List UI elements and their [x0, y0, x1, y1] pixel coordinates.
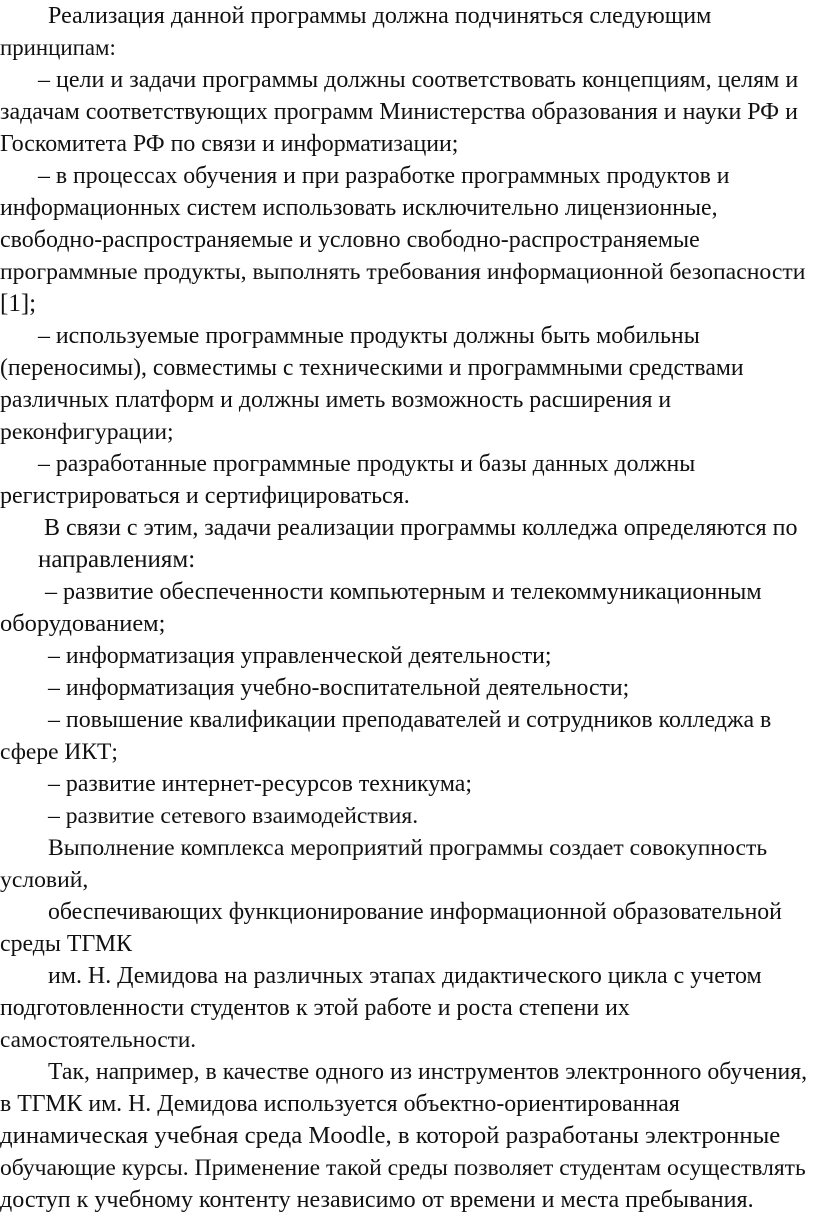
text-line: – развитие сетевого взаимодействия.: [48, 803, 419, 829]
text-line: Так, например, в качестве одного из инструментов электронного обучения,: [48, 1059, 808, 1085]
text-line: – разработанные программные продукты и базы данных должны: [38, 451, 696, 477]
text-line: В связи с этим, задачи реализации программы колледжа определяются по: [44, 515, 798, 541]
text-line: оборудованием;: [0, 610, 166, 637]
text-line: – цели и задачи программы должны соответствовать концепциям, целям и: [38, 67, 799, 93]
text-line: регистрироваться и сертифицироваться.: [0, 483, 410, 509]
text-line: обучающие курсы. Применение такой среды позволяет студентам осуществлять: [0, 1155, 806, 1181]
text-line: им. Н. Демидова на различных этапах дидактического цикла с учетом: [48, 963, 762, 989]
text-line: в ТГМК им. Н. Демидова используется объектно-ориентированная: [0, 1091, 680, 1117]
text-line: Реализация данной программы должна подчиняться следующим: [48, 3, 712, 29]
text-line: подготовленности студентов к этой работе и роста степени их: [0, 995, 630, 1021]
text-line: сфере ИКТ;: [0, 739, 118, 765]
text-line: Выполнение комплекса мероприятий программы создает совокупность: [48, 835, 768, 861]
text-line: направлениям:: [38, 546, 196, 573]
text-line: – информатизация учебно-воспитательной деятельности;: [48, 675, 630, 701]
text-line: обеспечивающих функционирование информационной образовательной: [48, 899, 782, 925]
text-line: задачам соответствующих программ Министерства образования и науки РФ и: [0, 99, 798, 125]
text-line: условий,: [0, 867, 89, 893]
text-line: динамическая учебная среда Moodle, в которой разработаны электронные: [0, 1122, 781, 1149]
text-line: принципам:: [0, 35, 116, 60]
text-line: самостоятельности.: [0, 1027, 197, 1053]
text-line: реконфигурации;: [0, 419, 174, 445]
text-line: доступ к учебному контенту независимо от времени и места пребывания.: [0, 1187, 754, 1213]
text-line: – используемые программные продукты должны быть мобильны: [38, 323, 700, 349]
text-line: – развитие интернет-ресурсов техникума;: [48, 771, 473, 797]
text-line: различных платформ и должны иметь возможность расширения и: [0, 387, 672, 413]
text-line: среды ТГМК: [0, 931, 133, 957]
text-line: – развитие обеспеченности компьютерным и телекоммуникационным: [45, 579, 762, 605]
text-line: [1];: [0, 290, 37, 317]
text-line: (переносимы), совместимы с техническими и программными средствами: [0, 355, 744, 381]
text-line: – в процессах обучения и при разработке программных продуктов и: [38, 163, 730, 189]
text-line: программные продукты, выполнять требования информационной безопасности: [0, 259, 806, 285]
text-line: информационных систем использовать исключительно лицензионные,: [0, 195, 718, 221]
text-line: – повышение квалификации преподавателей и сотрудников колледжа в: [48, 707, 772, 733]
text-line: – информатизация управленческой деятельности;: [48, 643, 552, 669]
text-line: свободно-распространяемые и условно свободно-распространяемые: [0, 227, 700, 253]
text-line: Госкомитета РФ по связи и информатизации;: [0, 131, 459, 157]
